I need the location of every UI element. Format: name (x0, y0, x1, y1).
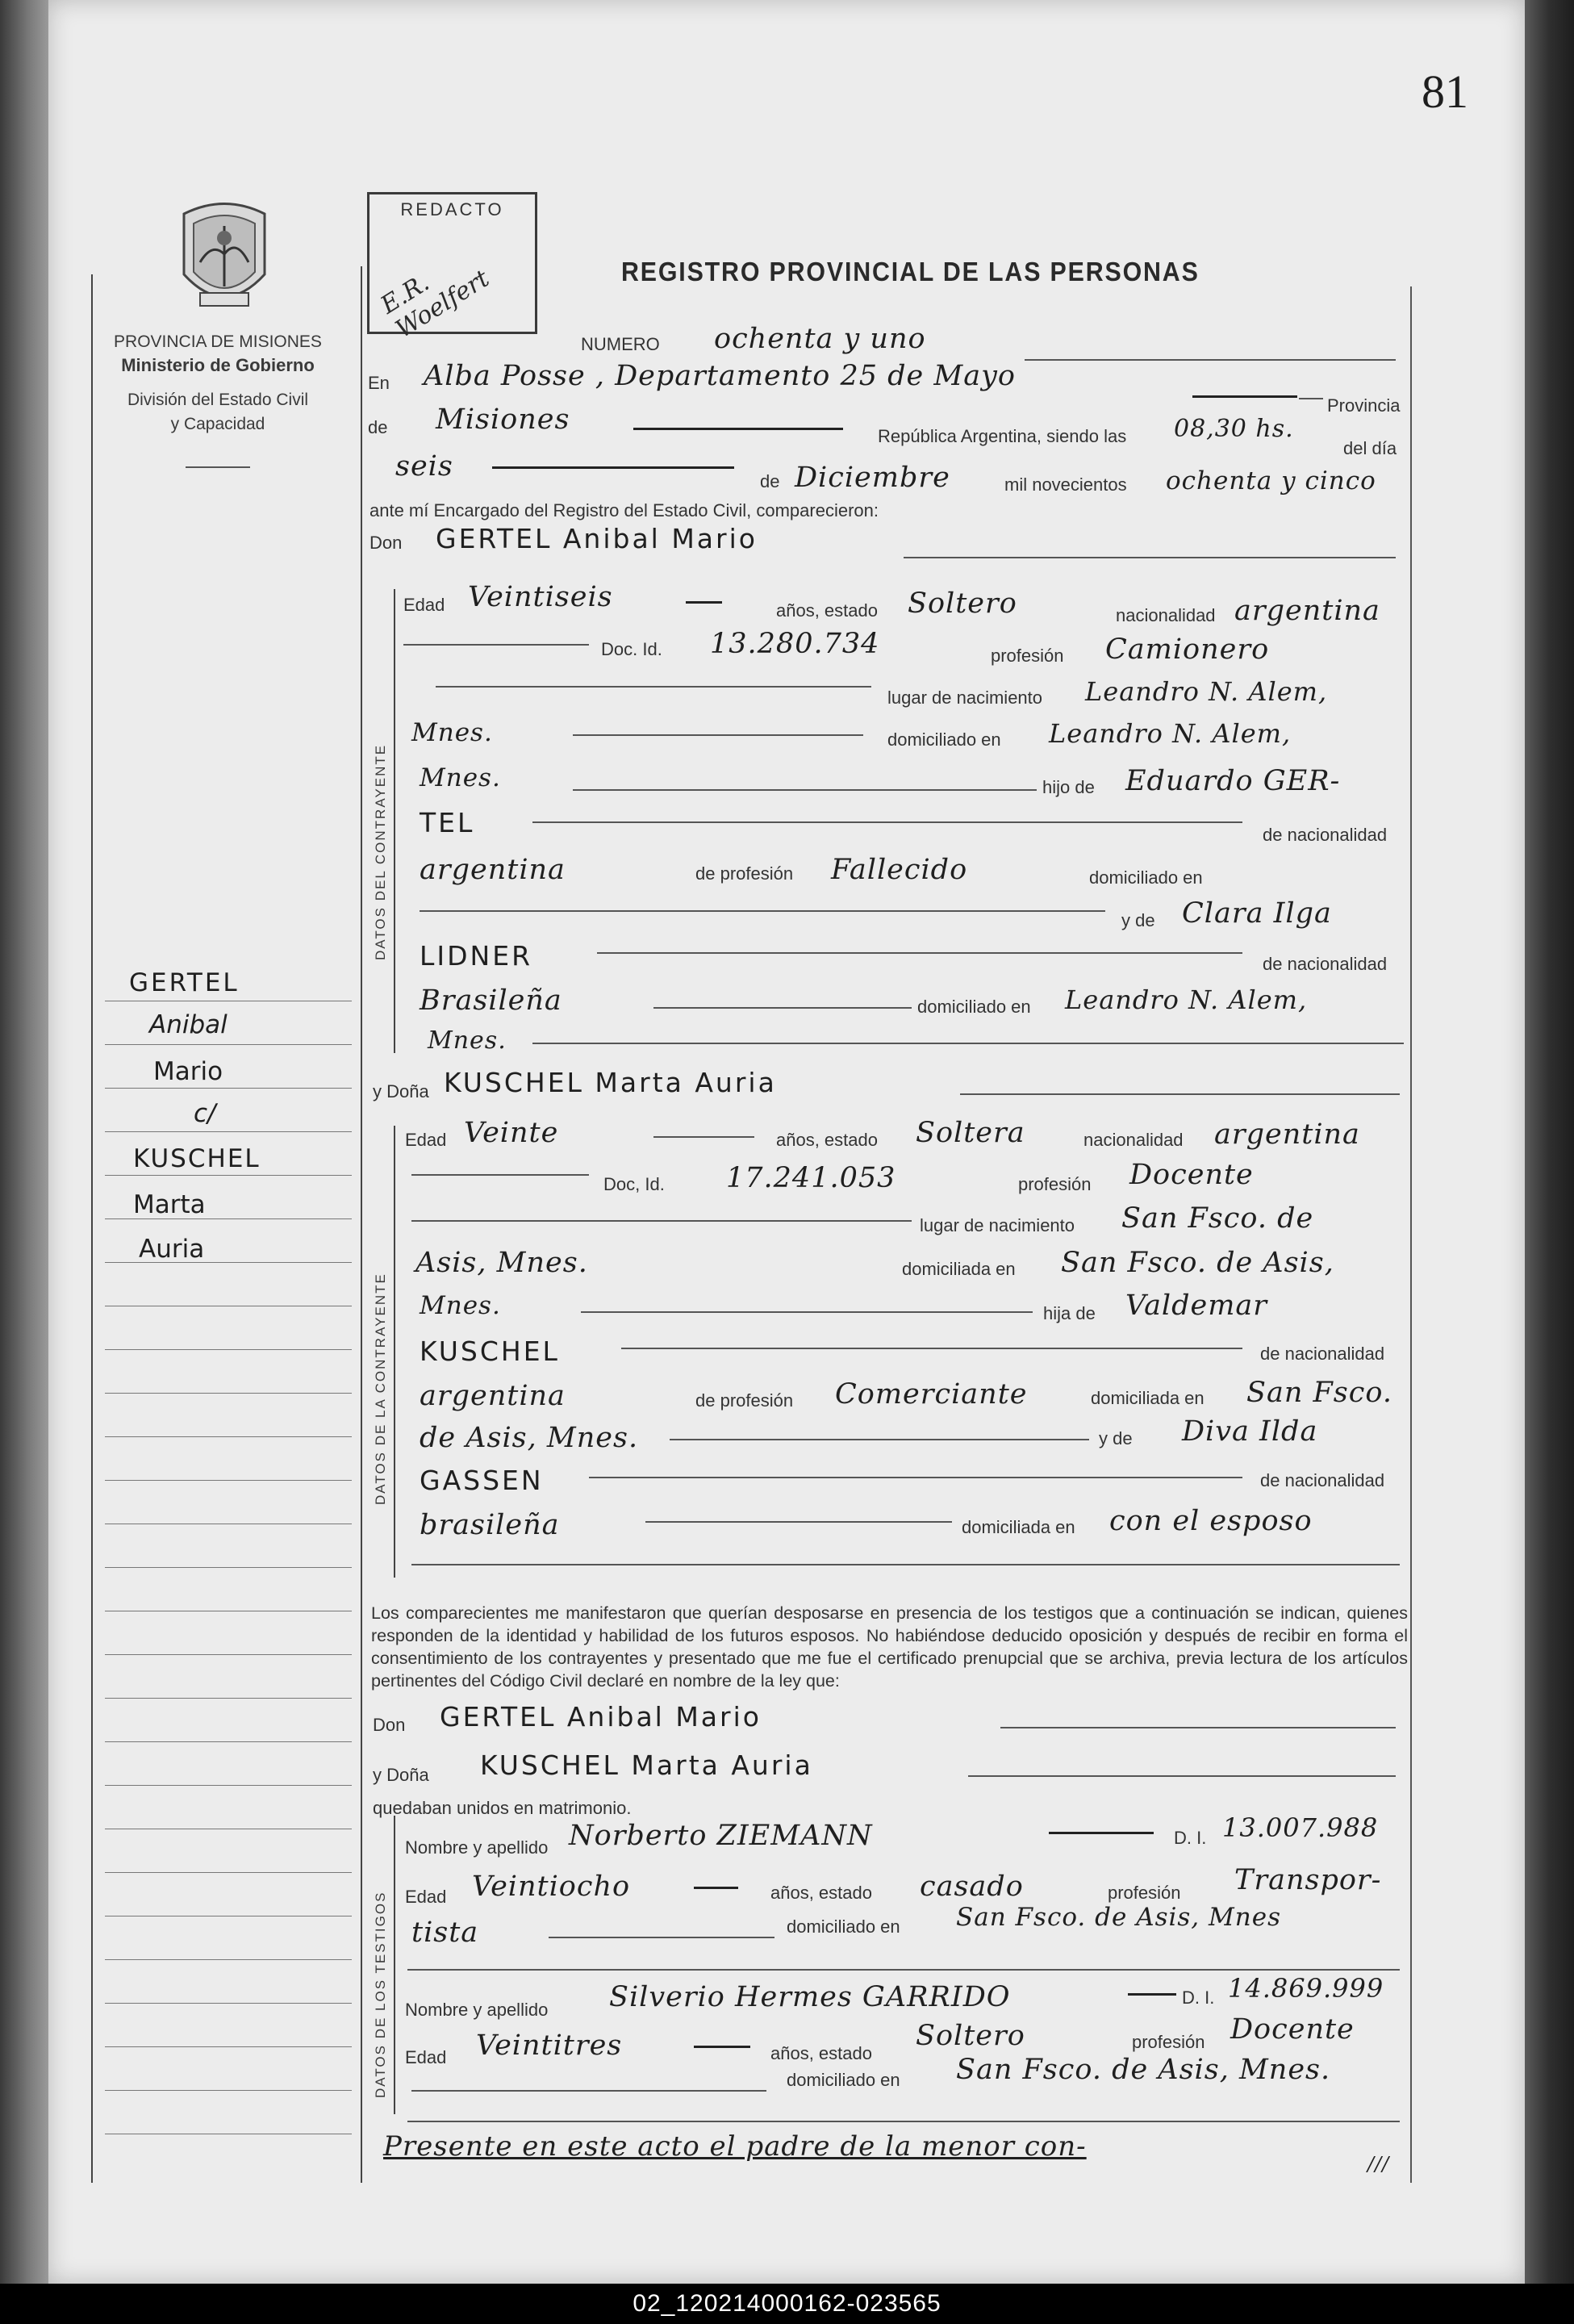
capacity-label: y Capacidad (170, 415, 265, 433)
declaration-text: Los comparecientes me manifestaron que querían desposarse en presencia de los testigos que a continuación se indican, quienes responden de la identidad y habilidad de los futuros esposos. No habiéndose deducido oposición y después de recibir en forma el consentimiento de los contrayentes y presentado que me fue el certificado prenupcial que se archiva, previa lectura de los artículos pertinentes del Código Civil declaré en nombre de la ley que: (371, 1603, 1408, 1691)
right-frame-rule (1410, 286, 1412, 2183)
margin-name-line-2: Anibal (149, 1010, 228, 1039)
groom-doc-label: Doc. Id. (601, 639, 662, 659)
groom-edad-label: Edad (403, 595, 445, 615)
groom-mother-nac-value: Brasileña (420, 984, 562, 1017)
groom-father-prof-label: de profesión (695, 863, 794, 884)
w2-di-value: 14.869.999 (1228, 1973, 1384, 2004)
closing-mark: /// (1367, 2153, 1390, 2176)
rule (420, 910, 1105, 912)
scan-id-label: 02_120214000162-023565 (633, 2290, 941, 2317)
w2-di-label: D. I. (1182, 1988, 1215, 2008)
margin-rule-line (105, 1959, 352, 1960)
rule (645, 1521, 952, 1523)
groom-dom-label: domiciliado en (887, 729, 1001, 750)
groom-estado-label: años, estado (776, 600, 878, 621)
rule (653, 1136, 754, 1138)
w1-prof-value-1: Transpor- (1234, 1864, 1382, 1896)
margin-rule-line (105, 2046, 352, 2047)
groom-prof-value: Camionero (1105, 633, 1270, 666)
rule (436, 686, 871, 688)
bride-lugar-value-2: Asis, Mnes. (415, 1247, 588, 1279)
groom-dom-value-1: Leandro N. Alem, (1049, 718, 1292, 749)
rule (621, 1348, 1242, 1349)
groom-name-value: GERTEL Anibal Mario (436, 523, 758, 554)
margin-name-line-1: GERTEL (129, 968, 240, 997)
bride-father-dom-value-2: de Asis, Mnes. (420, 1422, 639, 1454)
redacto-stamp (367, 192, 537, 345)
groom-estado-value: Soltero (908, 587, 1017, 620)
w2-nombre-label: Nombre y apellido (405, 2000, 549, 2020)
witnesses-section-label: DATOS DE LOS TESTIGOS (373, 1891, 388, 2098)
margin-rule-line (105, 1218, 352, 1219)
margin-name-line-3: Mario (153, 1057, 223, 1086)
groom-section-bracket (394, 589, 395, 1053)
w2-nombre-value: Silverio Hermes GARRIDO (609, 1981, 1011, 2013)
decl-bride-name: KUSCHEL Marta Auria (480, 1749, 813, 1781)
bride-lugar-value-1: San Fsco. de (1121, 1202, 1314, 1235)
margin-rule-line (105, 1262, 352, 1263)
margin-rule-line (105, 1480, 352, 1481)
bride-mother-value-2: GASSEN (420, 1465, 544, 1496)
bride-prof-label: profesión (1018, 1174, 1092, 1194)
margin-rule-line (105, 1131, 352, 1132)
w2-estado-label: años, estado (770, 2043, 872, 2063)
rule (532, 821, 1242, 823)
ante-text: ante mí Encargado del Registro del Estado Civil, comparecieron: (369, 500, 879, 520)
bride-estado-label: años, estado (776, 1130, 878, 1150)
margin-rule-line (105, 1044, 352, 1045)
margin-rule-line (105, 1785, 352, 1786)
rule (411, 1564, 1400, 1565)
groom-father-value-2: TEL (420, 807, 475, 838)
w2-prof-value: Docente (1230, 2013, 1355, 2046)
republica-label: República Argentina, siendo las (878, 426, 1127, 446)
provincia-label: Provincia (1327, 395, 1401, 416)
groom-father-dom-label: domiciliado en (1089, 867, 1203, 888)
rule (589, 1477, 1242, 1478)
rule (686, 601, 722, 604)
groom-lugar-value-1: Leandro N. Alem, (1085, 676, 1328, 707)
groom-lugar-label: lugar de nacimiento (887, 688, 1043, 708)
bride-edad-label: Edad (405, 1130, 447, 1150)
closing-note: Presente en este acto el padre de la menor con- (383, 2130, 1087, 2163)
w2-estado-value: Soltero (916, 2020, 1025, 2052)
groom-mother-dom-value-1: Leandro N. Alem, (1065, 984, 1308, 1015)
rule (653, 1007, 912, 1009)
rule (411, 2090, 766, 2092)
margin-rule-line (105, 1393, 352, 1394)
dona-label: y Doña (373, 1081, 429, 1101)
groom-prof-label: profesión (991, 646, 1064, 666)
margin-rule-line (105, 1349, 352, 1350)
time-value: 08,30 hs. (1174, 415, 1294, 443)
scan-edge-left (0, 0, 48, 2324)
w1-prof-label: profesión (1108, 1883, 1181, 1903)
rule (694, 1887, 738, 1889)
groom-mother-dom-label: domiciliado en (917, 997, 1031, 1017)
margin-rule-line (105, 1654, 352, 1655)
del-dia-label: del día (1343, 438, 1397, 458)
w1-di-label: D. I. (1174, 1828, 1207, 1848)
bride-father-dom-value-1: San Fsco. (1246, 1377, 1392, 1409)
groom-y-de-label: y de (1121, 910, 1155, 930)
bride-mother-dom-label: domiciliada en (962, 1517, 1075, 1537)
numero-value: ochenta y uno (714, 323, 926, 355)
de-month-label: de (760, 471, 780, 491)
w2-dom-value: San Fsco. de Asis, Mnes. (956, 2054, 1331, 2086)
rule (549, 1937, 774, 1938)
rule (573, 734, 863, 736)
left-margin-rule (91, 274, 93, 2183)
rule (1192, 395, 1297, 398)
rule (403, 644, 589, 646)
groom-nac-label: nacionalidad (1116, 605, 1216, 625)
bride-section-label: DATOS DE LA CONTRAYENTE (373, 1273, 388, 1505)
w1-edad-value: Veintiocho (472, 1870, 631, 1903)
bride-father-prof-value: Comerciante (835, 1378, 1028, 1411)
rule (407, 2121, 1400, 2122)
decl-closing: quedaban unidos en matrimonio. (373, 1798, 632, 1818)
margin-rule-line (105, 1088, 352, 1089)
bride-hija-label: hija de (1043, 1303, 1096, 1323)
rule (633, 428, 843, 430)
groom-hijo-label: hijo de (1042, 777, 1095, 797)
decl-groom-name: GERTEL Anibal Mario (440, 1701, 762, 1733)
groom-mother-value-2: LIDNER (420, 940, 532, 972)
bride-doc-value: 17.241.053 (726, 1162, 896, 1194)
margin-name-line-5: KUSCHEL (133, 1144, 261, 1173)
bride-doc-label: Doc, Id. (603, 1174, 665, 1194)
province-seal-icon (176, 198, 273, 319)
scan-edge-right (1525, 0, 1574, 2324)
place-value: Alba Posse , Departamento 25 de Mayo (424, 360, 1016, 392)
groom-mother-dom-value-2: Mnes. (428, 1026, 507, 1055)
bride-father-value-2: KUSCHEL (420, 1335, 560, 1367)
decl-dona-label: y Doña (373, 1765, 429, 1785)
w1-edad-label: Edad (405, 1887, 447, 1907)
bride-father-value-1: Valdemar (1125, 1289, 1268, 1322)
w1-dom-label: domiciliado en (787, 1916, 900, 1937)
bride-mother-nac-label: de nacionalidad (1260, 1470, 1385, 1490)
w1-dom-value: San Fsco. de Asis, Mnes (956, 1903, 1281, 1932)
division-label: División del Estado Civil (127, 391, 309, 409)
w2-prof-label: profesión (1132, 2032, 1205, 2052)
rule (1049, 1832, 1154, 1834)
bride-father-dom-label: domiciliada en (1091, 1388, 1205, 1408)
w2-dom-label: domiciliado en (787, 2070, 900, 2090)
groom-nac-value: argentina (1234, 595, 1380, 627)
rule (581, 1311, 1033, 1313)
margin-rule-line (105, 1872, 352, 1873)
year-value: ochenta y cinco (1166, 466, 1376, 495)
bride-lugar-label: lugar de nacimiento (920, 1215, 1075, 1235)
bride-edad-value: Veinte (464, 1117, 559, 1149)
groom-mother-nac-label: de nacionalidad (1263, 954, 1388, 974)
bride-name-value: KUSCHEL Marta Auria (444, 1067, 777, 1098)
en-label: En (368, 373, 390, 393)
bride-dom-label: domiciliada en (902, 1259, 1016, 1279)
w1-estado-label: años, estado (770, 1883, 872, 1903)
bride-y-de-label: y de (1099, 1428, 1133, 1448)
de-label: de (368, 417, 388, 437)
rule (960, 1093, 1400, 1095)
margin-rule-line (105, 1567, 352, 1568)
groom-dom-value-2: Mnes. (420, 763, 501, 792)
rule (1299, 398, 1323, 399)
bride-estado-value: Soltera (916, 1117, 1025, 1149)
numero-label: NUMERO (581, 334, 660, 354)
rule (1025, 359, 1396, 361)
w1-prof-value-2: tista (411, 1916, 479, 1949)
rule (1128, 1993, 1176, 1996)
w1-nombre-label: Nombre y apellido (405, 1837, 549, 1858)
rule (1000, 1727, 1396, 1728)
margin-rule-line (105, 2090, 352, 2091)
ministry-label: Ministerio de Gobierno (121, 355, 315, 375)
day-value: seis (395, 450, 453, 483)
margin-rule-line (105, 1175, 352, 1176)
groom-mother-value-1: Clara Ilga (1182, 897, 1332, 930)
groom-doc-value: 13.280.734 (710, 628, 880, 660)
groom-edad-value: Veintiseis (468, 581, 613, 613)
margin-rule-line (105, 2003, 352, 2004)
redacto-signature: E.R. Woelfert (375, 264, 495, 345)
decl-don-label: Don (373, 1715, 406, 1735)
groom-father-value-1: Eduardo GER- (1125, 765, 1341, 797)
don-label: Don (369, 533, 403, 553)
rule (694, 2046, 750, 2048)
bride-father-nac-label: de nacionalidad (1260, 1344, 1385, 1364)
mil-label: mil novecientos (1004, 474, 1127, 495)
rule (597, 952, 1242, 954)
bride-dom-value-2: Mnes. (420, 1291, 501, 1320)
rule (407, 1969, 1400, 1971)
province-label: PROVINCIA DE MISIONES (114, 332, 322, 351)
w2-edad-value: Veintitres (476, 2029, 623, 2062)
rule (904, 557, 1396, 558)
month-value: Diciembre (795, 462, 950, 494)
bride-father-prof-label: de profesión (695, 1390, 794, 1411)
rule (411, 1174, 589, 1176)
form-frame-rule (361, 266, 362, 2183)
margin-name-line-4: c/ (194, 1099, 216, 1128)
groom-lugar-value-2: Mnes. (411, 718, 493, 747)
rule (968, 1775, 1396, 1777)
margin-rule-line (105, 1698, 352, 1699)
groom-section-label: DATOS DEL CONTRAYENTE (373, 743, 388, 960)
margin-name-line-7: Auria (139, 1235, 205, 1264)
bride-mother-nac-value: brasileña (420, 1509, 560, 1541)
witnesses-section-bracket (394, 1816, 395, 2114)
rule (670, 1439, 1089, 1440)
w2-edad-label: Edad (405, 2047, 447, 2067)
w1-di-value: 13.007.988 (1222, 1812, 1379, 1843)
margin-rule-line (105, 1741, 352, 1742)
bride-section-bracket (394, 1126, 395, 1578)
bride-nac-value: argentina (1214, 1118, 1360, 1151)
bride-mother-dom-value: con el esposo (1109, 1505, 1313, 1537)
document-title: REGISTRO PROVINCIAL DE LAS PERSONAS (621, 257, 1200, 286)
province-value: Misiones (436, 403, 570, 436)
page-number: 81 (1422, 65, 1468, 118)
redacto-label: REDACTO (400, 199, 504, 219)
groom-father-nac-value: argentina (420, 854, 566, 886)
groom-father-prof-value: Fallecido (831, 854, 968, 886)
w1-estado-value: casado (920, 1870, 1024, 1903)
margin-rule-line (105, 1436, 352, 1437)
rule (411, 1220, 912, 1222)
w1-nombre-value: Norberto ZIEMANN (569, 1820, 873, 1852)
bride-prof-value: Docente (1129, 1159, 1254, 1191)
bride-dom-value-1: San Fsco. de Asis, (1061, 1247, 1334, 1279)
rule (573, 789, 1037, 791)
bride-father-nac-value: argentina (420, 1380, 566, 1412)
header-divider (186, 466, 250, 468)
margin-name-line-6: Marta (133, 1190, 206, 1219)
rule (532, 1043, 1404, 1044)
groom-father-nac-label: de nacionalidad (1263, 825, 1388, 845)
bride-nac-label: nacionalidad (1083, 1130, 1184, 1150)
bride-mother-value-1: Diva Ilda (1182, 1415, 1318, 1448)
rule (492, 466, 734, 469)
